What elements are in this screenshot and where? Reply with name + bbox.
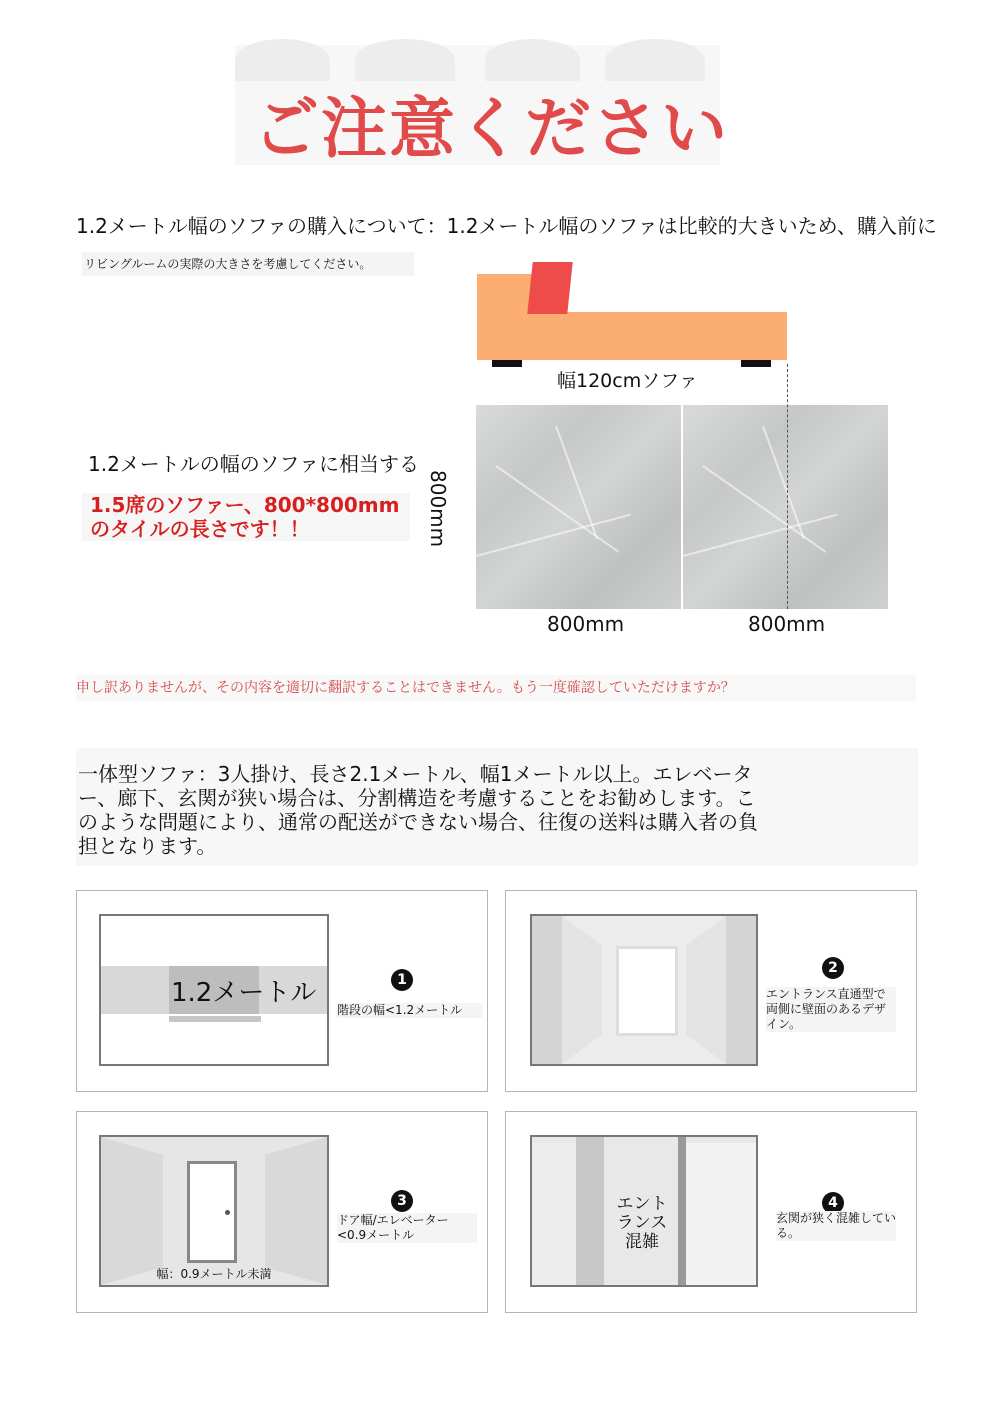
notice-text: 申し訳ありませんが、その内容を適切に翻訳することはできません。もう一度確認していただけますか？ — [76, 675, 916, 701]
panel-caption: 玄関が狭く混雑している。 — [776, 1211, 897, 1240]
tile-width-label: 800mm — [748, 612, 826, 636]
panel-caption: ドア幅/エレベーター<0.9メートル — [337, 1213, 477, 1243]
entrance-label: エントランス混雑 — [616, 1194, 668, 1252]
tile-height-label: 800mm — [426, 470, 450, 548]
stairs-illustration — [99, 914, 329, 1066]
panel-corridor — [505, 890, 917, 1092]
intro-subtext: リビングルームの実際の大きさを考慮してください。 — [82, 252, 414, 276]
panel-caption: エントランス直通型で両側に壁面のあるデザイン。 — [766, 987, 896, 1032]
one-piece-text: 一体型ソファ：3人掛け、長さ2.1メートル、幅1メートル以上。エレベーター、廊下、玄関が狭い場合は、分割構造を考慮することをお勧めします。このような問題により、通常の配送ができない場合、往復の送料は購入者の負担となります。 — [78, 762, 758, 858]
intro-text: 1.2メートル幅のソファの購入について：1.2メートル幅のソファは比較的大きいため、購入前に — [76, 214, 937, 238]
tile-width-label: 800mm — [547, 612, 625, 636]
marble-tile — [683, 405, 888, 609]
door-icon — [187, 1161, 237, 1263]
door-width-label: 幅：0.9メートル未満 — [156, 1267, 272, 1281]
page-title: ご注意ください — [253, 90, 729, 167]
panel-entrance — [505, 1111, 917, 1313]
step-number-badge: 4 — [822, 1192, 844, 1214]
sofa-width-label: 幅120cmソファ — [557, 370, 698, 392]
stairs-width-label: 1.2メートル — [171, 978, 317, 1008]
panel-door — [76, 1111, 488, 1313]
step-number-badge: 2 — [822, 957, 844, 979]
sofa-backrest — [527, 262, 572, 314]
dimension-guide-line — [787, 364, 788, 609]
marble-tile — [476, 405, 681, 609]
panel-stairs — [76, 890, 488, 1092]
compare-highlight: 1.5席のソファー、800*800mmのタイルの長さです！！ — [82, 493, 410, 541]
panel-caption: 階段の幅<1.2メートル — [337, 1003, 482, 1018]
one-piece-sofa-note — [76, 748, 918, 866]
entrance-illustration — [530, 1135, 758, 1287]
door-illustration — [99, 1135, 329, 1287]
sofa-illustration — [477, 274, 787, 360]
compare-heading: 1.2メートルの幅のソファに相当する — [88, 452, 420, 476]
sofa-leg — [741, 360, 771, 367]
sofa-leg — [492, 360, 522, 367]
title-banner — [235, 45, 729, 167]
step-number-badge: 3 — [391, 1190, 413, 1212]
corridor-illustration — [530, 914, 758, 1066]
step-number-badge: 1 — [391, 969, 413, 991]
